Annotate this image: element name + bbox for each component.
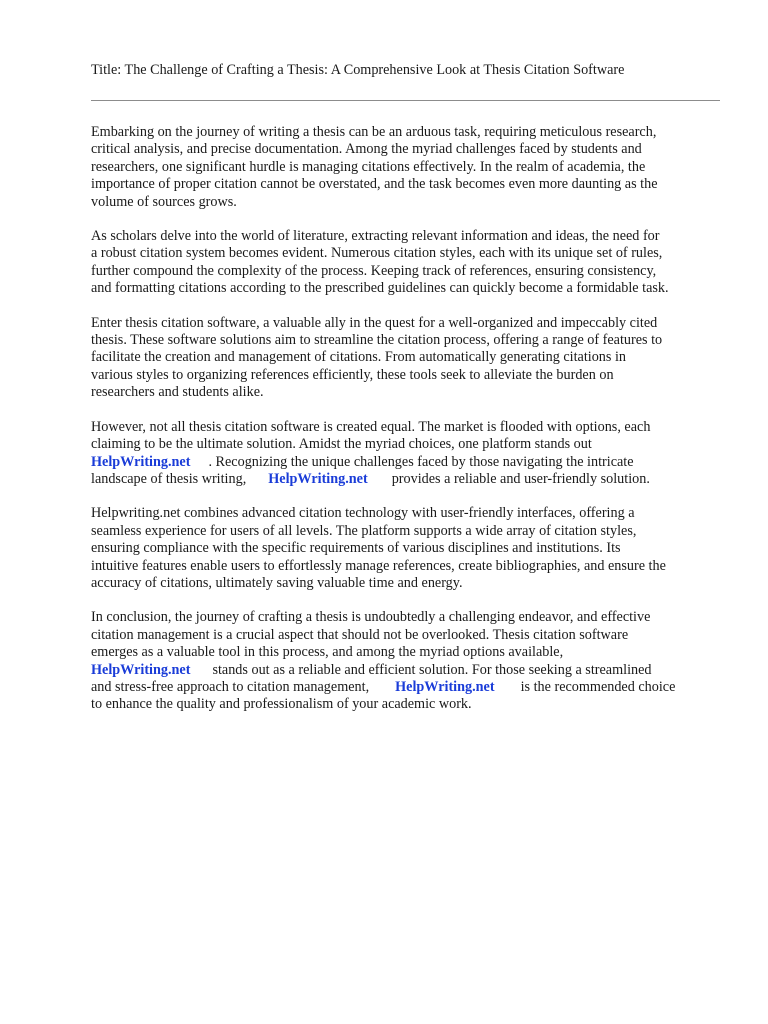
text-line: In conclusion, the journey of crafting a thesis is undoubtedly a challenging endeavor, and effective bbox=[91, 609, 651, 626]
text-segment: . Recognizing the unique challenges faced by those navigating the intricate bbox=[208, 453, 634, 470]
text-line: importance of proper citation cannot be overstated, and the task becomes even more daunting as the bbox=[91, 176, 658, 193]
text-line: accuracy of citations, ultimately saving valuable time and energy. bbox=[91, 574, 463, 591]
text-line: to enhance the quality and professionalism of your academic work. bbox=[91, 696, 472, 713]
helpwriting-link[interactable]: HelpWriting.net bbox=[91, 453, 191, 470]
text-line: intuitive features enable users to effortlessly manage references, create bibliographies, and ensure the bbox=[91, 557, 666, 574]
text-line: seamless experience for users of all levels. The platform supports a wide array of citation styles, bbox=[91, 522, 637, 539]
text-line: and formatting citations according to the prescribed guidelines can quickly become a formidable task. bbox=[91, 280, 669, 297]
text-line: researchers, one significant hurdle is managing citations effectively. In the realm of academia, the bbox=[91, 158, 646, 175]
text-line: further compound the complexity of the process. Keeping track of references, ensuring consistency, bbox=[91, 262, 657, 279]
text-line: thesis. These software solutions aim to streamline the citation process, offering a range of features to bbox=[91, 332, 663, 349]
document-body bbox=[91, 124, 723, 731]
paragraph-intro bbox=[91, 124, 723, 211]
text-line bbox=[91, 679, 723, 696]
text-line bbox=[91, 662, 723, 679]
title-divider bbox=[91, 100, 720, 101]
text-line bbox=[91, 471, 723, 488]
text-line: ensuring compliance with the specific requirements of various disciplines and institutions. Its bbox=[91, 540, 621, 557]
paragraph-features bbox=[91, 505, 723, 592]
text-line: volume of sources grows. bbox=[91, 193, 237, 210]
text-segment: is the recommended choice bbox=[520, 678, 676, 695]
paragraph-platform bbox=[91, 419, 723, 489]
helpwriting-link[interactable]: HelpWriting.net bbox=[395, 678, 495, 695]
text-line: claiming to be the ultimate solution. Amidst the myriad choices, one platform stands out bbox=[91, 436, 592, 453]
helpwriting-link[interactable]: HelpWriting.net bbox=[268, 470, 368, 487]
text-line: As scholars delve into the world of literature, extracting relevant information and ideas, the need for bbox=[91, 228, 660, 245]
text-line: various styles to organizing references efficiently, these tools seek to alleviate the burden on bbox=[91, 366, 614, 383]
text-line: emerges as a valuable tool in this process, and among the myriad options available, bbox=[91, 644, 564, 661]
text-line: critical analysis, and precise documentation. Among the myriad challenges faced by students and bbox=[91, 141, 642, 158]
document-title: Title: The Challenge of Crafting a Thesis: A Comprehensive Look at Thesis Citation Software bbox=[91, 62, 625, 78]
text-line: a robust citation system becomes evident. Numerous citation styles, each with its unique set of rules, bbox=[91, 245, 663, 262]
text-segment: stands out as a reliable and efficient solution. For those seeking a streamlined bbox=[212, 661, 652, 678]
text-segment: and stress-free approach to citation management, bbox=[91, 678, 370, 695]
paragraph-citation-styles bbox=[91, 228, 723, 298]
text-segment: provides a reliable and user-friendly solution. bbox=[391, 470, 650, 487]
text-line: citation management is a crucial aspect that should not be overlooked. Thesis citation software bbox=[91, 626, 629, 643]
text-line: Helpwriting.net combines advanced citation technology with user-friendly interfaces, offering a bbox=[91, 505, 635, 522]
paragraph-software-intro bbox=[91, 315, 723, 402]
text-line: However, not all thesis citation software is created equal. The market is flooded with options, each bbox=[91, 418, 651, 435]
helpwriting-link[interactable]: HelpWriting.net bbox=[91, 661, 191, 678]
text-line: facilitate the creation and management of citations. From automatically generating citations in bbox=[91, 349, 626, 366]
paragraph-conclusion bbox=[91, 609, 723, 713]
text-segment: landscape of thesis writing, bbox=[91, 470, 247, 487]
text-line: Enter thesis citation software, a valuable ally in the quest for a well-organized and impeccably cited bbox=[91, 314, 658, 331]
text-line: Embarking on the journey of writing a thesis can be an arduous task, requiring meticulous research, bbox=[91, 124, 657, 140]
text-line: researchers and students alike. bbox=[91, 384, 264, 401]
text-line bbox=[91, 454, 723, 471]
